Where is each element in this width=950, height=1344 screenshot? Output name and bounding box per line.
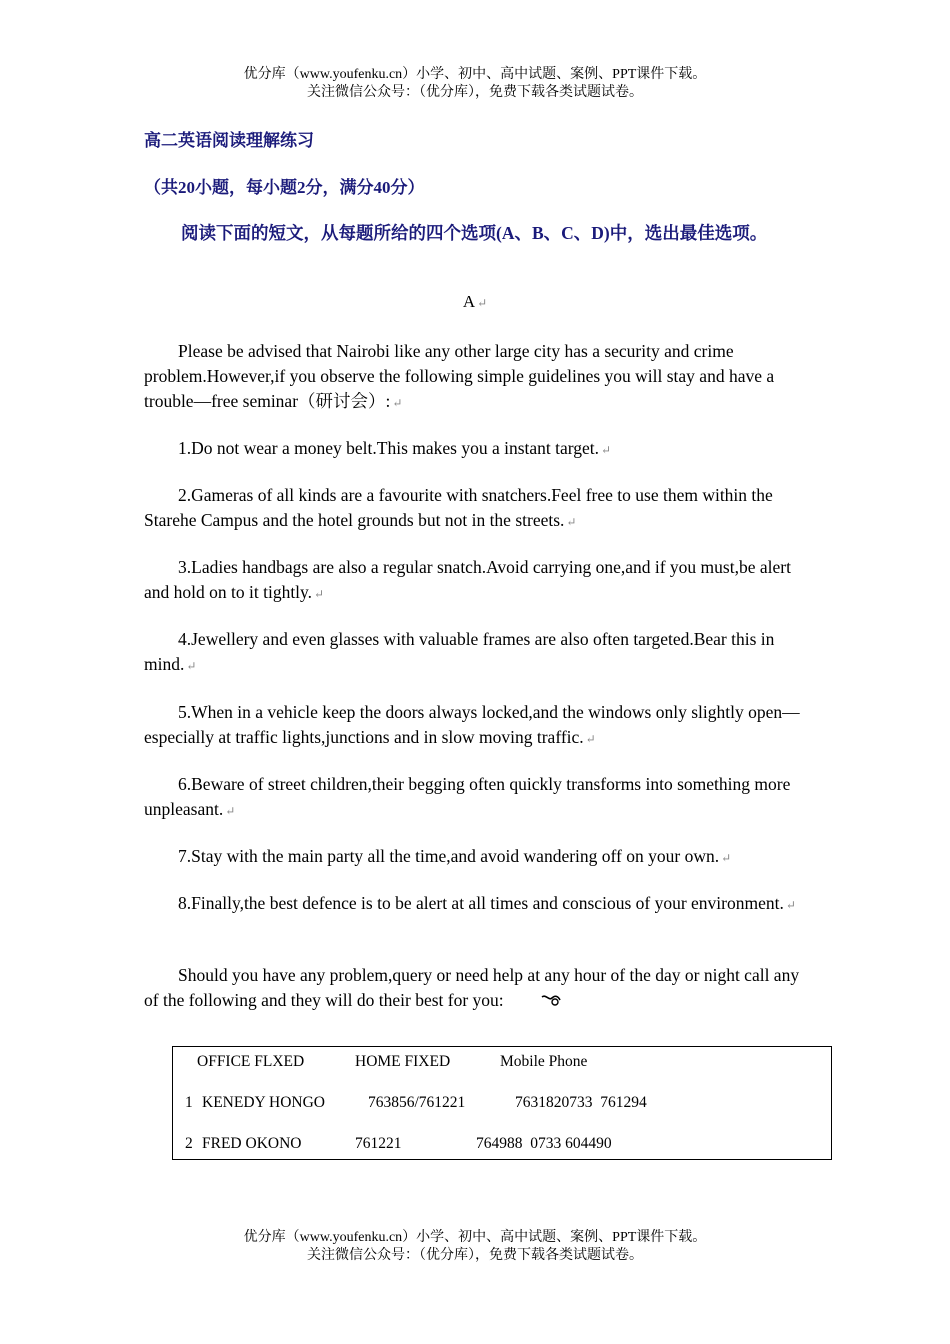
paragraph-mark-icon: ↵ xyxy=(601,443,612,457)
table-header-office: OFFICE FLXED xyxy=(197,1053,305,1070)
paragraph-mark-icon: ↵ xyxy=(186,659,197,673)
footer-line-2: 关注微信公众号：（优分库），免费下载各类试题试卷。 xyxy=(307,1248,643,1263)
guideline-item xyxy=(144,891,809,918)
intro-text: Please be advised that Nairobi like any other large city has a security and crime problem.However,if you observe the following simple guidelines you will stay and have a trouble—free seminar（研讨会）: xyxy=(144,341,775,411)
guideline-text: 3.Ladies handbags are also a regular snatch.Avoid carrying one,and if you must,be alert and hold on to it tightly. xyxy=(144,557,791,602)
handwriting-mark-icon xyxy=(506,989,562,1014)
paragraph-mark-icon: ↵ xyxy=(392,396,403,410)
page-footer xyxy=(0,1229,950,1265)
document-title: 高二英语阅读理解练习 xyxy=(144,131,314,150)
guideline-item xyxy=(144,700,809,752)
paragraph-mark-icon: ↵ xyxy=(477,296,488,310)
table-row-name: FRED OKONO xyxy=(202,1135,302,1152)
paragraph-mark-icon: ↵ xyxy=(785,898,796,912)
footer-line-1: 优分库（www.youfenku.cn）小学、初中、高中试题、案例、PPT课件下载。 xyxy=(243,1230,707,1245)
closing-text: Should you have any problem,query or need help at any hour of the day or night call any of the following and they will do their best for you: xyxy=(144,965,800,1010)
guideline-item xyxy=(144,627,809,679)
guideline-text: 8.Finally,the best defence is to be alert at all times and conscious of your environment. xyxy=(178,893,784,913)
header-line-2: 关注微信公众号：（优分库），免费下载各类试题试卷。 xyxy=(307,85,643,100)
paragraph-mark-icon: ↵ xyxy=(721,851,732,865)
table-row-mobile: 764988 0733 604490 xyxy=(476,1135,612,1152)
table-row-mobile: 7631820733 761294 xyxy=(515,1094,647,1111)
table-header-home: HOME FIXED xyxy=(355,1053,451,1070)
instruction: 阅读下面的短文，从每题所给的四个选项(A、B、C、D)中，选出最佳选项。 xyxy=(181,223,768,243)
intro-paragraph xyxy=(144,339,809,416)
guideline-item xyxy=(144,844,809,871)
contact-table xyxy=(172,1046,832,1160)
guideline-text: 6.Beware of street children,their begging often quickly transforms into something more unpleasant. xyxy=(144,774,791,819)
table-row-name: KENEDY HONGO xyxy=(202,1094,325,1111)
section-letter: A xyxy=(462,292,476,311)
table-row-number: 2 xyxy=(185,1135,193,1152)
score-note: （共20小题，每小题2分，满分40分） xyxy=(144,178,425,197)
closing-paragraph xyxy=(144,963,809,1014)
page-header xyxy=(0,66,950,102)
guideline-text: 4.Jewellery and even glasses with valuable frames are also often targeted.Bear this in mind. xyxy=(144,629,775,674)
guideline-item xyxy=(144,772,809,824)
guideline-item xyxy=(144,436,809,463)
header-line-1: 优分库（www.youfenku.cn）小学、初中、高中试题、案例、PPT课件下载。 xyxy=(243,67,707,82)
section-label xyxy=(0,292,950,312)
guideline-item xyxy=(144,555,809,607)
table-row-home: 763856/761221 xyxy=(368,1094,466,1111)
guideline-text: 2.Gameras of all kinds are a favourite with snatchers.Feel free to use them within the Starehe Campus and the hotel grounds but not in the streets. xyxy=(144,485,773,530)
paragraph-mark-icon: ↵ xyxy=(585,732,596,746)
table-row-number: 1 xyxy=(185,1094,193,1111)
table-row-home: 761221 xyxy=(355,1135,402,1152)
table-header-mobile: Mobile Phone xyxy=(500,1053,588,1070)
guideline-text: 7.Stay with the main party all the time,and avoid wandering off on your own. xyxy=(178,846,720,866)
guideline-item xyxy=(144,483,809,535)
paragraph-mark-icon: ↵ xyxy=(225,804,236,818)
guideline-text: 5.When in a vehicle keep the doors always locked,and the windows only slightly open—especially at traffic lights,junctions and in slow moving traffic. xyxy=(144,702,800,747)
paragraph-mark-icon: ↵ xyxy=(566,515,577,529)
paragraph-mark-icon: ↵ xyxy=(314,587,325,601)
guideline-text: 1.Do not wear a money belt.This makes you a instant target. xyxy=(178,438,600,458)
